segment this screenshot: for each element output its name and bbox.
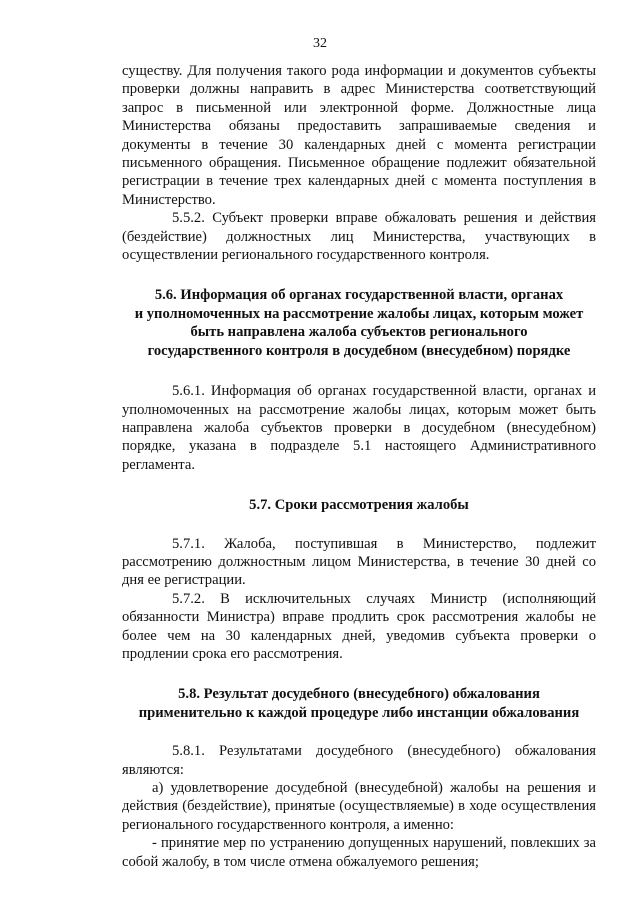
document-body bbox=[122, 62, 596, 871]
heading-line: государственного контроля в досудебном (внесудебном) порядке bbox=[147, 342, 571, 359]
paragraph-5-5-2: 5.5.2. Субъект проверки вправе обжаловать решения и действия (бездействие) должностных лиц Министерства, участвующих в осуществлении регионального государственного контроля. bbox=[122, 210, 596, 264]
paragraph-continuation: существу. Для получения такого рода информации и документов субъекты проверки должны направить в адрес Министерства соответствующий запрос в письменной или электронной форме. Должностные лица Министерства обязаны предоставить запрашиваемые сведения и документы в течение 30 календарных дней с момента регистрации письменного обращения. Письменное обращение подлежит обязательной регистрации в течение трех календарных дней с момента поступления в Министерство. bbox=[122, 63, 596, 208]
page-number: 32 bbox=[313, 36, 327, 51]
heading-line: и уполномоченных на рассмотрение жалобы лицах, которым может bbox=[134, 305, 584, 322]
paragraph-5-7-1: 5.7.1. Жалоба, поступившая в Министерство, подлежит рассмотрению должностным лицом Министерства, в течение 30 дней со дня ее регистрации. bbox=[122, 535, 596, 589]
section-heading-5-7 bbox=[122, 496, 596, 514]
paragraph-5-8-1: 5.8.1. Результатами досудебного (внесудебного) обжалования являются: bbox=[122, 743, 596, 778]
paragraph-5-6-1: 5.6.1. Информация об органах государственной власти, органах и уполномоченных на рассмотрение жалобы лицах, которым может быть направлена жалоба субъектов проверки в досудебном (внесудебном) порядке, указана в подразделе 5.1 настоящего Административного регламента. bbox=[122, 383, 596, 473]
paragraph-item-a: а) удовлетворение досудебной (внесудебной) жалобы на решения и действия (бездействие), принятые (осуществляемые) в ходе осуществления регионального государственного контроля, а именно: bbox=[122, 780, 596, 833]
heading-line: быть направлена жалоба субъектов регионального bbox=[190, 324, 528, 341]
paragraph-5-7-2: 5.7.2. В исключительных случаях Министр (исполняющий обязанности Министра) вправе продлить срок рассмотрения жалобы не более чем на 30 календарных дней, уведомив субъекта проверки о продлении срока его рассмотрения. bbox=[122, 590, 596, 662]
section-heading-5-8 bbox=[122, 685, 596, 722]
heading-line: 5.8. Результат досудебного (внесудебного) обжалования bbox=[178, 686, 540, 703]
heading-line: 5.7. Сроки рассмотрения жалобы bbox=[249, 497, 469, 514]
paragraph-dash-item: - принятие мер по устранению допущенных нарушений, повлекших за собой жалобу, в том числе отмена обжалуемого решения; bbox=[122, 835, 596, 870]
section-heading-5-6 bbox=[122, 286, 596, 360]
heading-line: 5.6. Информация об органах государственной власти, органах bbox=[154, 287, 564, 304]
heading-line: применительно к каждой процедуре либо инстанции обжалования bbox=[138, 704, 580, 721]
